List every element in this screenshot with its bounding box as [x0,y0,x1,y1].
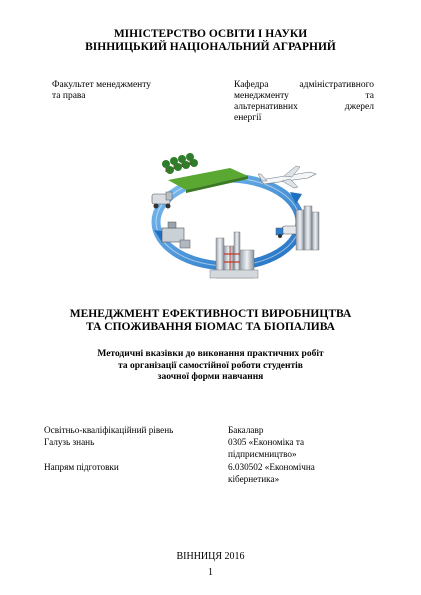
ministry-line-1: МІНІСТЕРСТВО ОСВІТИ І НАУКИ [113,28,308,40]
department-block [234,80,374,124]
biofuel-refinery-icon [210,232,258,278]
biomass-cycle-illustration [140,150,320,290]
department-line-3: альтернативних джерел [234,102,374,112]
faculty-line-1: Факультет менеджменту [52,80,152,90]
city-year: ВІННИЦЯ 2016 [176,551,245,562]
field-of-knowledge-value-line-1: 0305 «Економіка та [228,437,305,447]
silos-icon [296,206,319,250]
title-line-1: МЕНЕДЖМЕНТ ЕФЕКТИВНОСТІ ВИРОБНИЦТВА [69,308,352,320]
qualification-value: Бакалавр [228,425,264,435]
subtitle-line-3: заочної форми навчання [157,372,264,382]
title-line-2: ТА СПОЖИВАННЯ БІОМАС ТА БІОПАЛИВА [86,321,335,333]
department-line-2: менеджменту та [234,91,374,101]
field-of-knowledge-value-line-2: підприємництво» [228,449,297,459]
ministry-header [0,28,421,54]
department-line-4: енергії [234,113,262,123]
qualification-label: Освітньо-кваліфікаційний рівень [44,425,174,435]
info-table [0,425,421,495]
subtitle-line-1: Методичні вказівки до виконання практичних робіт [97,349,324,359]
faculty-line-2: та права [52,91,86,101]
training-direction-value-line-2: кібернетика» [228,474,280,484]
subtitle-line-2: та організації самостійної роботи студентів [118,360,303,371]
document-subtitle [0,349,421,384]
faculty-block [52,80,182,102]
ministry-line-2: ВІННИЦЬКИЙ НАЦІОНАЛЬНИЙ АГРАРНИЙ [85,41,336,53]
training-direction-value-line-1: 6.030502 «Економічна [228,462,315,472]
page-number: 1 [208,567,213,578]
field-of-knowledge-label: Галузь знань [44,437,95,447]
document-title [0,308,421,334]
department-line-1: Кафедра адміністративного [234,80,374,90]
training-direction-label: Напрям підготовки [44,462,119,472]
